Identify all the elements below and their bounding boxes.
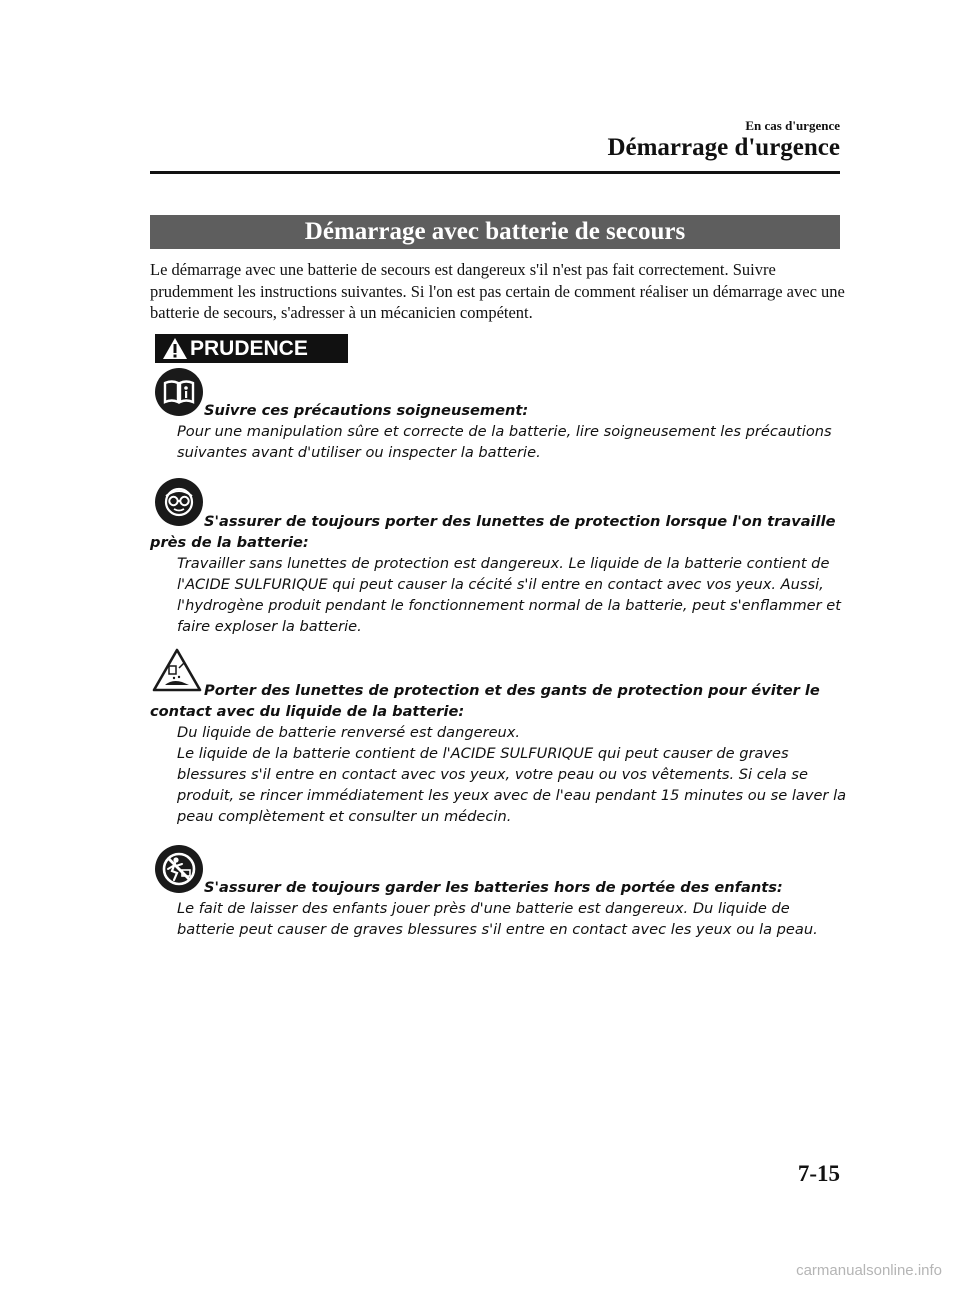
item-body: Pour une manipulation sûre et correcte de la batterie, lire soigneusement les précautions suivantes avant d'utiliser ou inspecter la batterie. — [177, 423, 832, 461]
item-title: Porter des lunettes de protection et des gants de protection pour éviter le contact avec du liquide de la batterie: — [150, 682, 820, 720]
item-title: S'assurer de toujours porter des lunettes de protection lorsque l'on travaille près de la batterie: — [150, 513, 836, 551]
item-title: S'assurer de toujours garder les batteries hors de portée des enfants: — [204, 879, 783, 896]
precaution-item-children — [150, 877, 850, 940]
page-number: 7-15 — [797, 1161, 840, 1186]
section-title: Démarrage avec batterie de secours — [150, 215, 840, 249]
warning-triangle-icon — [162, 337, 188, 368]
watermark: carmanualsonline.info — [796, 1262, 942, 1279]
intro-paragraph: Le démarrage avec une batterie de secours est dangereux s'il n'est pas fait correctement. Suivre prudemment les instructions suivantes. Si l'on est pas certain de comment réaliser un démarrage avec une batterie de secours, s'adresser à un mécanicien compétent. — [150, 260, 845, 322]
item-body-line: Du liquide de batterie renversé est dangereux. — [177, 724, 521, 741]
item-title: Suivre ces précautions soigneusement: — [204, 402, 529, 419]
precaution-item-corrosive — [150, 680, 850, 827]
section-header: Démarrage d'urgence — [607, 134, 840, 161]
caution-label: PRUDENCE — [190, 337, 308, 360]
header-rule — [150, 171, 840, 174]
item-body: Travailler sans lunettes de protection est dangereux. Le liquide de la batterie contient de l'ACIDE SULFURIQUE qui peut causer la cécité s'il entre en contact avec vos yeux. Aussi, l'hydrogène produit pendant le fonctionnement normal de la batterie, peut s'enflammer et faire exploser la batterie. — [177, 555, 841, 635]
item-body: Le fait de laisser des enfants jouer près d'une batterie est dangereux. Du liquide de batterie peut causer de graves blessures s'il entre en contact avec les yeux ou la peau. — [177, 900, 818, 938]
precaution-item-goggles — [150, 511, 850, 637]
precaution-item-manual — [150, 400, 850, 463]
caution-badge — [155, 334, 348, 363]
chapter-header: En cas d'urgence — [745, 118, 840, 133]
item-body-line: Le liquide de la batterie contient de l'ACIDE SULFURIQUE qui peut causer de graves blessures s'il entre en contact avec vos yeux, votre peau ou vos vêtements. Si cela se produit, se rincer immédiatement les yeux avec de l'eau pendant 15 minutes ou se laver la peau complètement et consulter un médecin. — [177, 745, 847, 825]
